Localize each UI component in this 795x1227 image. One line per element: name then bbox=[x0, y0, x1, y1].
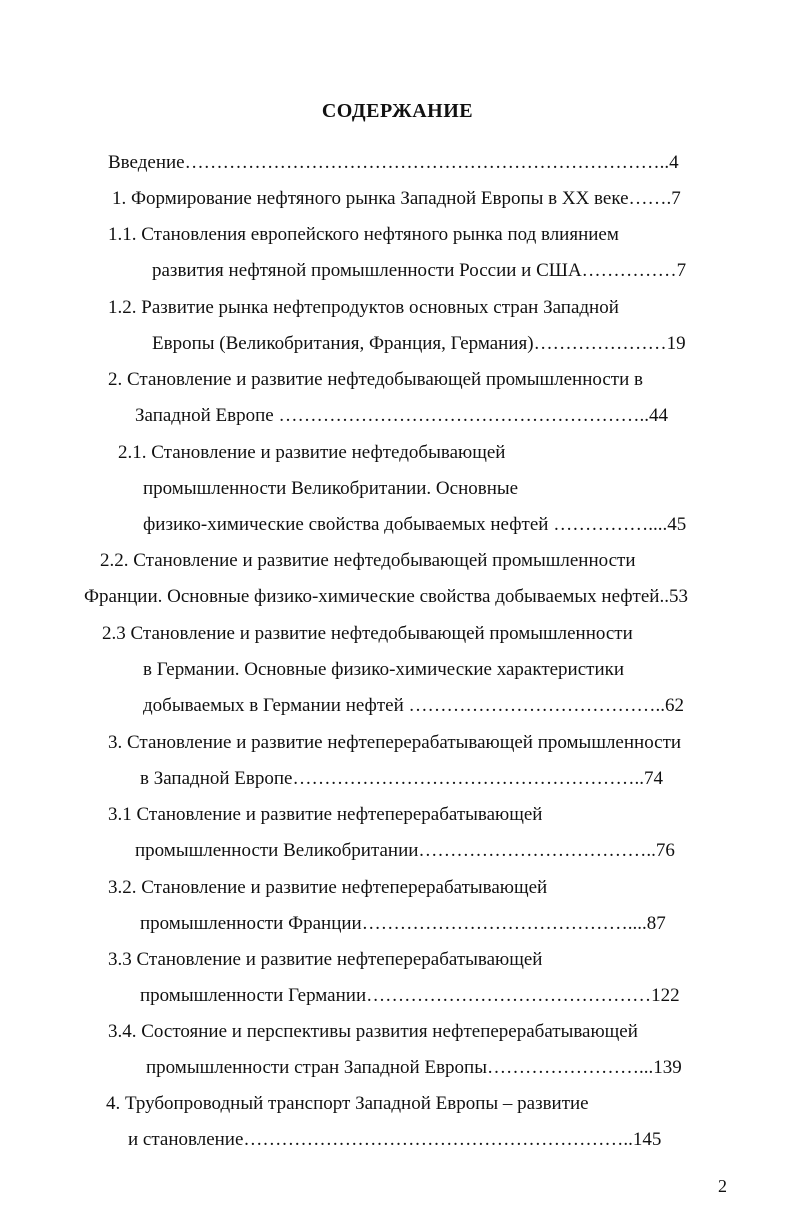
toc-entry-2-line-2: Западной Европе …………………………………………………..44 bbox=[135, 405, 668, 426]
toc-entry-2-1-line-1: 2.1. Становление и развитие нефтедобывающей bbox=[118, 442, 506, 463]
toc-entry-2-3-line-3: добываемых в Германии нефтей …………………………………..62 bbox=[143, 695, 685, 716]
toc-entry-3-2-line-1: 3.2. Становление и развитие нефтеперерабатывающей bbox=[108, 877, 548, 898]
toc-entry-1-1-line-2: развития нефтяной промышленности России и США……………7 bbox=[152, 260, 687, 281]
toc-entry-2-2-line-1: 2.2. Становление и развитие нефтедобывающей промышленности bbox=[100, 550, 636, 571]
toc-entry-3-line-1: 3. Становление и развитие нефтеперерабатывающей промышленности bbox=[108, 732, 682, 753]
toc-entry-2-line-1: 2. Становление и развитие нефтедобывающей промышленности в bbox=[108, 369, 643, 390]
toc-entry-3-2-line-2: промышленности Франции……………………………………....87 bbox=[140, 913, 666, 934]
toc-entry-2-3-line-2: в Германии. Основные физико-химические характеристики bbox=[143, 659, 625, 680]
toc-entry-1-1-line-1: 1.1. Становления европейского нефтяного рынка под влиянием bbox=[108, 224, 619, 245]
page-number: 2 bbox=[718, 1176, 727, 1196]
toc-entry-4-line-1: 4. Трубопроводный транспорт Западной Европы – развитие bbox=[106, 1093, 589, 1114]
toc-entry-introduction: Введение…………………………………………………………………..4 bbox=[108, 152, 679, 173]
toc-entry-2-2-line-2: Франции. Основные физико-химические свойства добываемых нефтей..53 bbox=[84, 586, 688, 607]
toc-entry-1-2-line-2: Европы (Великобритания, Франция, Германия)…………………19 bbox=[152, 333, 686, 354]
toc-entry-3-4-line-1: 3.4. Состояние и перспективы развития нефтеперерабатывающей bbox=[108, 1021, 638, 1042]
toc-entry-3-3-line-2: промышленности Германии………………………………………122 bbox=[140, 985, 680, 1006]
toc-entry-3-1-line-1: 3.1 Становление и развитие нефтеперерабатывающей bbox=[108, 804, 543, 825]
toc-entry-1-2-line-1: 1.2. Развитие рынка нефтепродуктов основных стран Западной bbox=[108, 297, 619, 318]
toc-entry-2-3-line-1: 2.3 Становление и развитие нефтедобывающей промышленности bbox=[102, 623, 633, 644]
toc-entry-3-4-line-2: промышленности стран Западной Европы……………………...139 bbox=[146, 1057, 682, 1078]
toc-entry-2-1-line-2: промышленности Великобритании. Основные bbox=[143, 478, 519, 499]
page-title: СОДЕРЖАНИЕ bbox=[321, 100, 474, 122]
toc-entry-2-1-line-3: физико-химические свойства добываемых нефтей ……………....45 bbox=[143, 514, 687, 535]
toc-entry-3-3-line-1: 3.3 Становление и развитие нефтеперерабатывающей bbox=[108, 949, 543, 970]
toc-entry-4-line-2: и становление……………………………………………………..145 bbox=[128, 1129, 662, 1150]
toc-entry-3-line-2: в Западной Европе………………………………………………..74 bbox=[140, 768, 663, 789]
toc-entry-1: 1. Формирование нефтяного рынка Западной Европы в XX веке…….7 bbox=[112, 188, 681, 209]
toc-entry-3-1-line-2: промышленности Великобритании………………………………..76 bbox=[135, 840, 675, 861]
